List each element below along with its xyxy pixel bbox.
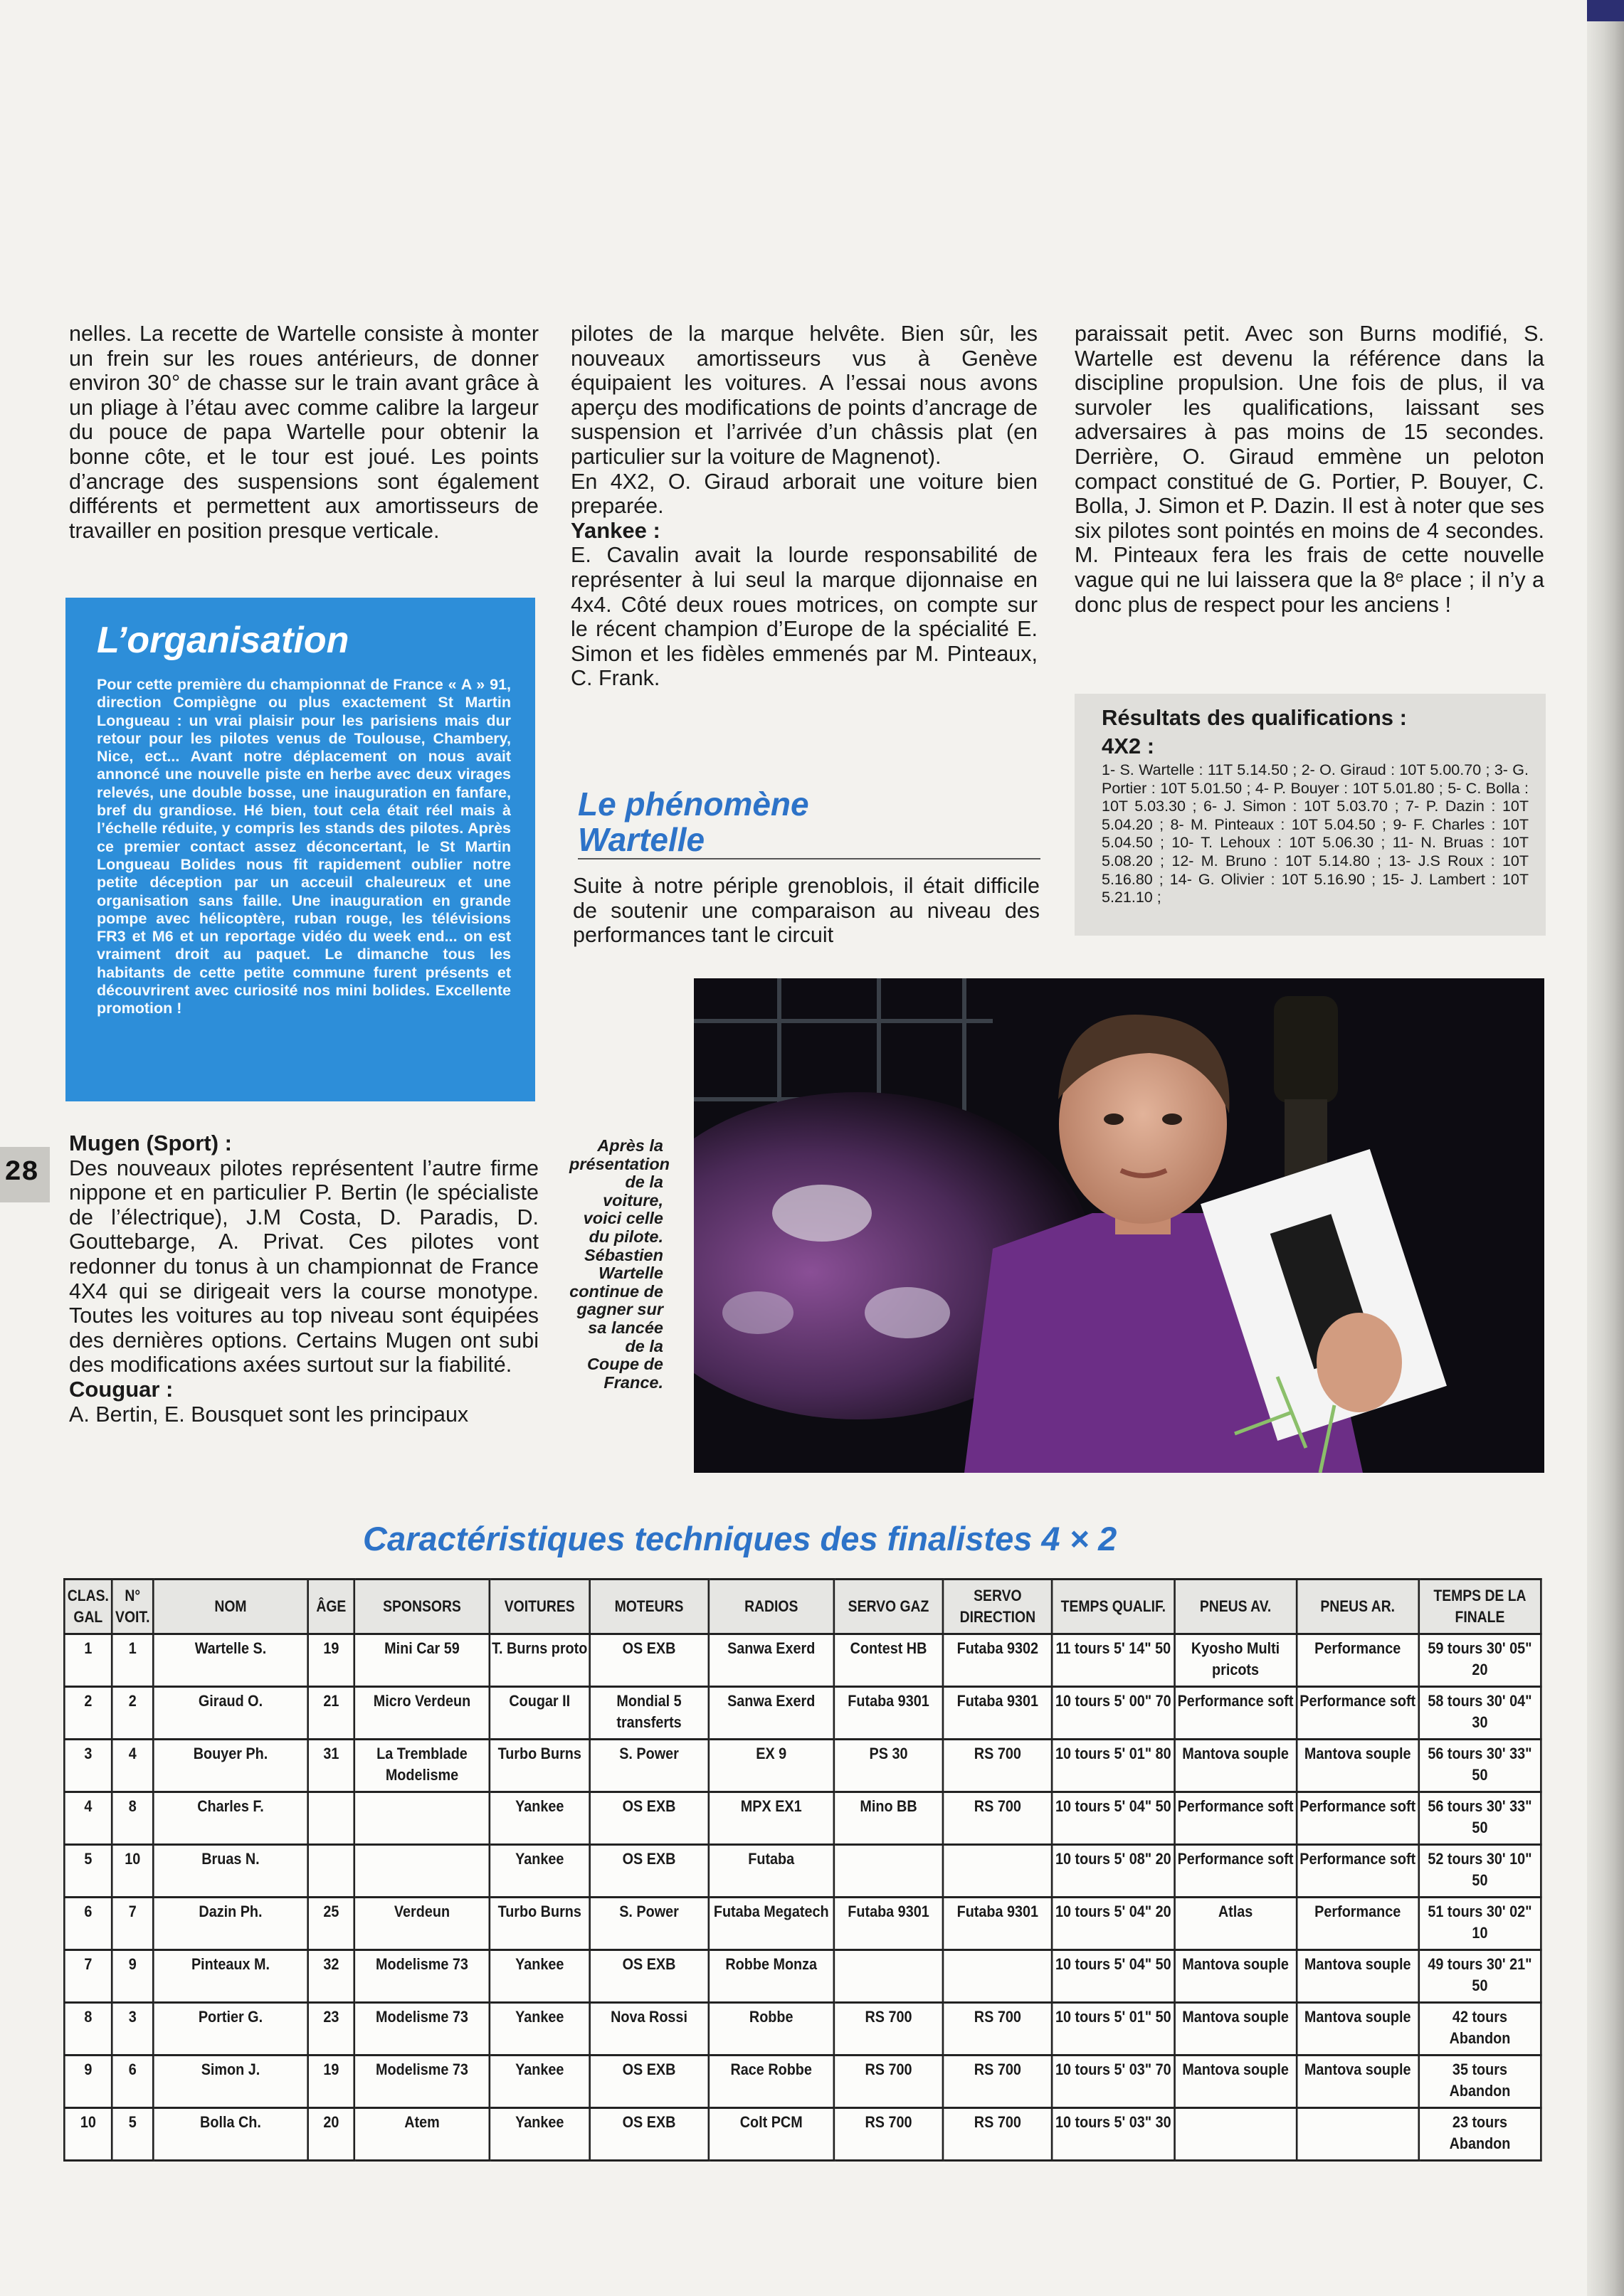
yankee-text: E. Cavalin avait la lourde responsabilité de représenter à lui seul la marque dijonnaise en 4x4. Côté deux roues motrices, on compte sur le récent champion d’Europe de la spécialité E. Simon et les fidèles emmenés par M. Pinteaux, C. Frank. xyxy=(571,543,1038,691)
table-cell: Futaba xyxy=(709,1845,834,1898)
table-cell: 21 xyxy=(308,1687,354,1740)
table-cell: 6 xyxy=(112,2056,153,2108)
table-cell: Mantova souple xyxy=(1297,2003,1419,2056)
section-title-line-2: Wartelle xyxy=(578,821,705,858)
page-number-tab xyxy=(0,1147,50,1202)
table-cell: Bouyer Ph. xyxy=(153,1740,308,1792)
table-body xyxy=(64,1634,1541,2161)
finalists-table xyxy=(63,1578,1542,2162)
table-cell: Performance soft xyxy=(1174,1792,1297,1845)
table-cell: Mini Car 59 xyxy=(354,1634,490,1687)
results-box xyxy=(1075,694,1546,936)
table-cell: Kyosho Multi pricots xyxy=(1174,1634,1297,1687)
header-servo-gaz: SERVO GAZ xyxy=(834,1580,943,1634)
table-cell: 49 tours 30' 21" 50 xyxy=(1419,1950,1541,2003)
table-cell: Performance soft xyxy=(1174,1845,1297,1898)
table-cell: 32 xyxy=(308,1950,354,2003)
table-cell: Micro Verdeun xyxy=(354,1687,490,1740)
table-cell xyxy=(1297,2108,1419,2161)
cougar-heading: Couguar : xyxy=(69,1376,174,1402)
table-cell: 56 tours 30' 33" 50 xyxy=(1419,1740,1541,1792)
table-cell: 20 xyxy=(308,2108,354,2161)
column-2-top xyxy=(571,322,1038,691)
column-1-top xyxy=(69,322,539,543)
table-cell: 8 xyxy=(112,1792,153,1845)
table-cell xyxy=(354,1792,490,1845)
table-cell: RS 700 xyxy=(943,2056,1052,2108)
table-cell xyxy=(308,1792,354,1845)
table-cell: 4 xyxy=(64,1792,112,1845)
table-cell: 3 xyxy=(112,2003,153,2056)
table-cell: Futaba 9301 xyxy=(834,1687,943,1740)
spine-band xyxy=(1587,0,1624,21)
table-cell: 4 xyxy=(112,1740,153,1792)
table-row xyxy=(64,2056,1541,2108)
table-cell: 7 xyxy=(64,1950,112,2003)
table-cell: 2 xyxy=(112,1687,153,1740)
table-cell: RS 700 xyxy=(834,2056,943,2108)
column-1-bottom xyxy=(69,1131,539,1427)
table-cell: Modelisme 73 xyxy=(354,2003,490,2056)
column-2-paragraph-2: En 4X2, O. Giraud arborait une voiture bien preparée. xyxy=(571,469,1038,519)
book-spine xyxy=(1587,0,1624,2296)
header-age: ÂGE xyxy=(308,1580,354,1634)
table-cell: 35 tours Abandon xyxy=(1419,2056,1541,2108)
table-cell: 10 tours 5' 01" 50 xyxy=(1053,2003,1175,2056)
section-title-line-1: Le phénomène xyxy=(578,785,809,822)
table-cell: Modelisme 73 xyxy=(354,1950,490,2003)
table-cell: 5 xyxy=(112,2108,153,2161)
table-cell: Turbo Burns xyxy=(490,1898,589,1950)
table-cell: Wartelle S. xyxy=(153,1634,308,1687)
table-cell: Race Robbe xyxy=(709,2056,834,2108)
table-cell: 19 xyxy=(308,2056,354,2108)
table-cell: Mantova souple xyxy=(1297,1950,1419,2003)
table-cell: Futaba 9301 xyxy=(834,1898,943,1950)
results-title: Résultats des qualifications : xyxy=(1102,705,1407,730)
table-cell: OS EXB xyxy=(589,1950,708,2003)
table-cell: 10 tours 5' 01" 80 xyxy=(1053,1740,1175,1792)
table-cell: Robbe Monza xyxy=(709,1950,834,2003)
table-cell: 6 xyxy=(64,1898,112,1950)
header-temps-finale: TEMPS DE LA FINALE xyxy=(1419,1580,1541,1634)
header-nom: NOM xyxy=(153,1580,308,1634)
header-moteurs: MOTEURS xyxy=(589,1580,708,1634)
table-cell: S. Power xyxy=(589,1740,708,1792)
table-cell: Yankee xyxy=(490,2056,589,2108)
section-title xyxy=(578,786,809,857)
table-cell: S. Power xyxy=(589,1898,708,1950)
mugen-heading: Mugen (Sport) : xyxy=(69,1131,233,1155)
table-cell: 10 xyxy=(112,1845,153,1898)
table-cell xyxy=(834,1845,943,1898)
organisation-text: Pour cette première du championnat de France « A » 91, direction Compiègne ou plus exactement St Martin Longueau : un vrai plaisir pour les parisiens mais dur retour pour les pilotes venus de Toulouse, Chambery, Nice, ect... Avant notre déplacement on nous avait annoncé une nouvelle piste en herbe avec deux virages relevés, une double bosse, une inauguration en fanfare, bref du grandiose. Hé bien, tout cela était réel mais à l’échelle réduite, y compris les stands des pilotes. Après ce premier contact assez déconcertant, le St Martin Longueau Bolides nous fit rapidement oublier notre petite déception par un acceuil chaleureux et une organisation sans faille. Une inauguration en grande pompe avec hélicoptère, ruban rouge, les télévisions FR3 et M6 et un reportage vidéo du week end... on est vraiment droit au paquet. Le dimanche tous les habitants de cette petite commune furent présents et découvrirent avec curiosité nos mini bolides. Excellente promotion ! xyxy=(97,676,511,1017)
table-cell: 23 tours Abandon xyxy=(1419,2108,1541,2161)
driver-photo-illustration xyxy=(694,978,1544,1473)
table-cell: 10 tours 5' 03" 30 xyxy=(1053,2108,1175,2161)
table-cell: 2 xyxy=(64,1687,112,1740)
table-cell: Mino BB xyxy=(834,1792,943,1845)
table-row xyxy=(64,2003,1541,2056)
table-cell: Yankee xyxy=(490,2003,589,2056)
table-cell: Mondial 5 transferts xyxy=(589,1687,708,1740)
photo-caption: Après la présentation de la voiture, voici celle du pilote. Sébastien Wartelle continue de gagner sur sa lancée de la Coupe de France. xyxy=(569,1136,670,1392)
table-cell: T. Burns proto xyxy=(490,1634,589,1687)
table-cell: Turbo Burns xyxy=(490,1740,589,1792)
table-cell: RS 700 xyxy=(943,1792,1052,1845)
table-cell: OS EXB xyxy=(589,1845,708,1898)
header-pneus-ar: PNEUS AR. xyxy=(1297,1580,1419,1634)
table-header-row xyxy=(64,1580,1541,1634)
table-cell: 56 tours 30' 33" 50 xyxy=(1419,1792,1541,1845)
table-cell: Mantova souple xyxy=(1174,2003,1297,2056)
table-row xyxy=(64,1845,1541,1898)
table-cell: Mantova souple xyxy=(1297,1740,1419,1792)
table-cell: La Tremblade Modelisme xyxy=(354,1740,490,1792)
table-cell xyxy=(943,1950,1052,2003)
table-cell: Atem xyxy=(354,2108,490,2161)
table-cell: 10 tours 5' 00" 70 xyxy=(1053,1687,1175,1740)
table-cell: Futaba 9302 xyxy=(943,1634,1052,1687)
table-cell: 1 xyxy=(64,1634,112,1687)
table-row xyxy=(64,1740,1541,1792)
table-cell: Contest HB xyxy=(834,1634,943,1687)
table-cell: 10 tours 5' 03" 70 xyxy=(1053,2056,1175,2108)
table-cell: Charles F. xyxy=(153,1792,308,1845)
header-sponsors: SPONSORS xyxy=(354,1580,490,1634)
table-cell: 58 tours 30' 04" 30 xyxy=(1419,1687,1541,1740)
table-cell: Performance soft xyxy=(1174,1687,1297,1740)
table-cell: Mantova souple xyxy=(1297,2056,1419,2108)
table-cell: 42 tours Abandon xyxy=(1419,2003,1541,2056)
table-cell: Performance soft xyxy=(1297,1845,1419,1898)
table-cell: Futaba Megatech xyxy=(709,1898,834,1950)
table-cell: Mantova souple xyxy=(1174,1950,1297,2003)
table-cell: 5 xyxy=(64,1845,112,1898)
table-cell: Bolla Ch. xyxy=(153,2108,308,2161)
table-cell: Performance soft xyxy=(1297,1687,1419,1740)
table-cell xyxy=(308,1845,354,1898)
header-servo-direction: SERVO DIRECTION xyxy=(943,1580,1052,1634)
table-cell: 10 tours 5' 04" 50 xyxy=(1053,1950,1175,2003)
table-cell: Yankee xyxy=(490,1845,589,1898)
table-cell: Giraud O. xyxy=(153,1687,308,1740)
table-cell: 8 xyxy=(64,2003,112,2056)
mugen-text: Des nouveaux pilotes représentent l’autre firme nippone et en particulier P. Bertin (le spécialiste de l’électrique), J.M Costa, D. Paradis, D. Gouttebarge, A. Privat. Ces pilotes vont redonner du tonus à un championnat de France 4X4 qui se dirigeait vers la course monotype. Toutes les voitures au top niveau sont équipées des dernières options. Certains Mugen ont subi des modifications axées surtout sur la fiabilité. xyxy=(69,1155,539,1377)
table-cell: Mantova souple xyxy=(1174,1740,1297,1792)
table-cell: Robbe xyxy=(709,2003,834,2056)
table-row xyxy=(64,1634,1541,1687)
table-cell: Sanwa Exerd xyxy=(709,1687,834,1740)
table-cell: OS EXB xyxy=(589,2056,708,2108)
table-cell: Bruas N. xyxy=(153,1845,308,1898)
table-cell: 9 xyxy=(64,2056,112,2108)
table-cell: Atlas xyxy=(1174,1898,1297,1950)
table-cell: 10 xyxy=(64,2108,112,2161)
results-subtitle: 4X2 : xyxy=(1102,734,1155,758)
cougar-text: A. Bertin, E. Bousquet sont les principaux xyxy=(69,1402,469,1427)
table-cell: Yankee xyxy=(490,1950,589,2003)
table-cell: 51 tours 30' 02" 10 xyxy=(1419,1898,1541,1950)
table-row xyxy=(64,1898,1541,1950)
table-cell: EX 9 xyxy=(709,1740,834,1792)
table-cell: 23 xyxy=(308,2003,354,2056)
yankee-heading: Yankee : xyxy=(571,517,660,543)
table-cell: RS 700 xyxy=(834,2108,943,2161)
table-cell: Dazin Ph. xyxy=(153,1898,308,1950)
table-cell xyxy=(834,1950,943,2003)
column-1-paragraph: nelles. La recette de Wartelle consiste à monter un frein sur les roues antérieurs, de donner environ 30° de chasse sur le train avant grâce à un pliage à l’étau avec comme calibre la largeur du pouce de papa Wartelle pour obtenir la bonne côte, et le tour est joué. Les points d’ancrage des suspensions sont également différents et permettent aux amortisseurs de travailler en position presque verticale. xyxy=(69,322,539,543)
table-cell: RS 700 xyxy=(943,1740,1052,1792)
table-cell: OS EXB xyxy=(589,1634,708,1687)
table-cell: RS 700 xyxy=(834,2003,943,2056)
table-cell xyxy=(1174,2108,1297,2161)
table-cell: Cougar II xyxy=(490,1687,589,1740)
table-cell: 11 tours 5' 14" 50 xyxy=(1053,1634,1175,1687)
table-cell: Performance xyxy=(1297,1898,1419,1950)
table-cell xyxy=(354,1845,490,1898)
table-cell: OS EXB xyxy=(589,1792,708,1845)
table-cell: 52 tours 30' 10" 50 xyxy=(1419,1845,1541,1898)
header-clas: CLAS. GAL xyxy=(64,1580,112,1634)
header-temps-qualif: TEMPS QUALIF. xyxy=(1053,1580,1175,1634)
header-voit: N° VOIT. xyxy=(112,1580,153,1634)
table-cell: 10 tours 5' 04" 20 xyxy=(1053,1898,1175,1950)
organisation-box xyxy=(65,598,535,1101)
column-3-paragraph: paraissait petit. Avec son Burns modifié, S. Wartelle est devenu la référence dans la discipline propulsion. Une fois de plus, il va survoler les qualifications, laissant ses adversaires à pas moins de 15 secondes. Derrière, O. Giraud emmène un peloton compact constitué de G. Portier, P. Bouyer, C. Bolla, J. Simon et P. Dazin. Il est à noter que ses six pilotes sont pointés en moins de 4 secondes. M. Pinteaux fera les frais de cette nouvelle vague qui ne lui laissera que la 8ᵉ place ; il n’y a donc plus de respect pour les anciens ! xyxy=(1075,322,1544,617)
table-cell: 19 xyxy=(308,1634,354,1687)
table-cell: Modelisme 73 xyxy=(354,2056,490,2108)
header-pneus-av: PNEUS AV. xyxy=(1174,1580,1297,1634)
table-cell: Yankee xyxy=(490,1792,589,1845)
table-cell: RS 700 xyxy=(943,2108,1052,2161)
table-cell: 7 xyxy=(112,1898,153,1950)
table-cell: Futaba 9301 xyxy=(943,1898,1052,1950)
table-row xyxy=(64,1687,1541,1740)
table-row xyxy=(64,1950,1541,2003)
table-cell: 3 xyxy=(64,1740,112,1792)
table-cell: Mantova souple xyxy=(1174,2056,1297,2108)
table-cell: Futaba 9301 xyxy=(943,1687,1052,1740)
table-cell: Nova Rossi xyxy=(589,2003,708,2056)
table-cell: Pinteaux M. xyxy=(153,1950,308,2003)
header-radios: RADIOS xyxy=(709,1580,834,1634)
column-2-paragraph-1: pilotes de la marque helvête. Bien sûr, les nouveaux amortisseurs vus à Genève équipaient les voitures. A l’essai nous avons aperçu des modifications de points d’ancrage de suspension et l’arrivée d’un châssis plat (en particulier sur la voiture de Magnenot). xyxy=(571,322,1038,469)
table-cell: 10 tours 5' 04" 50 xyxy=(1053,1792,1175,1845)
column-2-section xyxy=(573,874,1040,948)
table-row xyxy=(64,2108,1541,2161)
organisation-title: L’organisation xyxy=(97,620,349,661)
table-cell: 31 xyxy=(308,1740,354,1792)
table-cell: RS 700 xyxy=(943,2003,1052,2056)
table-cell: OS EXB xyxy=(589,2108,708,2161)
table-cell: Sanwa Exerd xyxy=(709,1634,834,1687)
page-number: 28 xyxy=(4,1157,39,1189)
table-cell: 25 xyxy=(308,1898,354,1950)
table-cell: Performance soft xyxy=(1297,1792,1419,1845)
table-cell: MPX EX1 xyxy=(709,1792,834,1845)
table-cell: Performance xyxy=(1297,1634,1419,1687)
results-text: 1- S. Wartelle : 11T 5.14.50 ; 2- O. Giraud : 10T 5.00.70 ; 3- G. Portier : 10T 5.01.50 ; 4- P. Bouyer : 10T 5.01.80 ; 5- C. Bolla : 10T 5.03.30 ; 6- J. Simon : 10T 5.03.70 ; 7- P. Dazin : 10T 5.04.20 ; 8- M. Pinteaux : 10T 5.04.50 ; 9- F. Charles : 10T 5.04.50 ; 10- T. Lehoux : 10T 5.06.30 ; 11- N. Bruas : 10T 5.08.20 ; 12- M. Bruno : 10T 5.14.80 ; 13- J.S Roux : 10T 5.16.80 ; 14- G. Olivier : 10T 5.16.90 ; 15- J. Lambert : 10T 5.21.10 ; xyxy=(1102,761,1529,906)
table-cell: Colt PCM xyxy=(709,2108,834,2161)
table-cell: Verdeun xyxy=(354,1898,490,1950)
table-row xyxy=(64,1792,1541,1845)
table-cell: Portier G. xyxy=(153,2003,308,2056)
table-cell: Simon J. xyxy=(153,2056,308,2108)
table-cell: 10 tours 5' 08" 20 xyxy=(1053,1845,1175,1898)
table-cell: PS 30 xyxy=(834,1740,943,1792)
table-cell: 9 xyxy=(112,1950,153,2003)
section-text: Suite à notre périple grenoblois, il était difficile de soutenir une comparaison au niveau des performances tant le circuit xyxy=(573,874,1040,948)
section-title-rule xyxy=(578,858,1040,859)
table-title: Caractéristiques techniques des finalistes 4 × 2 xyxy=(363,1520,1117,1557)
driver-photo xyxy=(694,978,1544,1473)
header-voitures: VOITURES xyxy=(490,1580,589,1634)
column-3 xyxy=(1075,322,1544,617)
table-cell: 1 xyxy=(112,1634,153,1687)
table-cell: 59 tours 30' 05" 20 xyxy=(1419,1634,1541,1687)
table-cell xyxy=(943,1845,1052,1898)
table-cell: Yankee xyxy=(490,2108,589,2161)
